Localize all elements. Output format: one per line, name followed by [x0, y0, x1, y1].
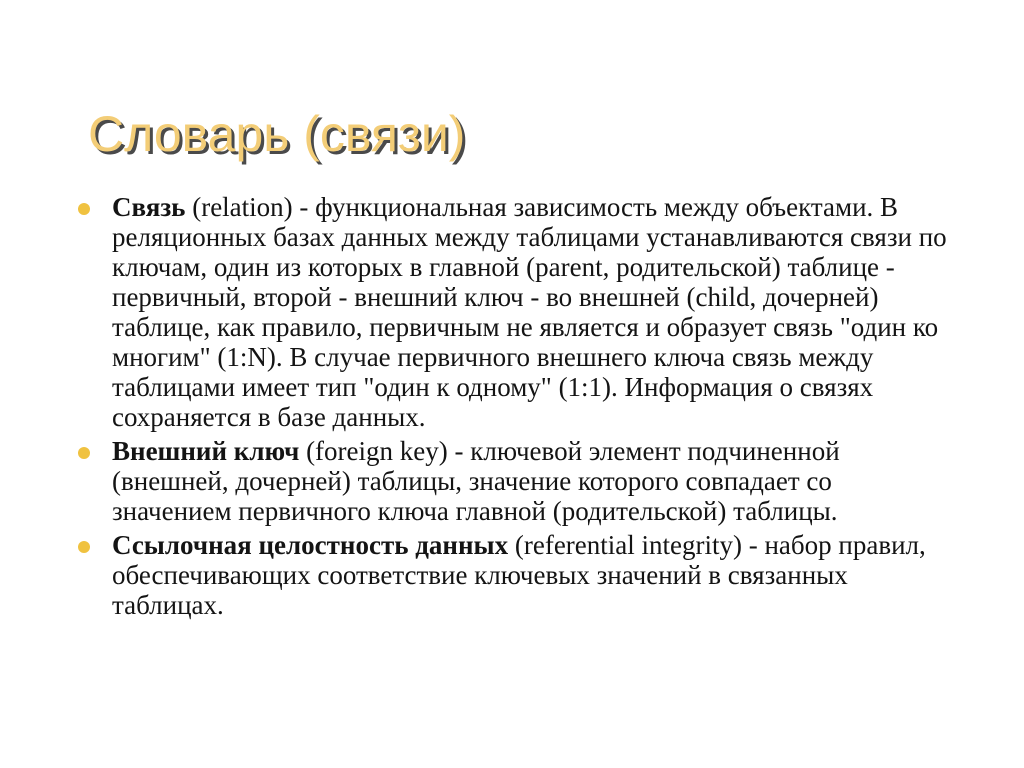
definition-text: (foreign key) - ключевой элемент подчиненной (внешней, дочерней) таблицы, значение которого совпадает со значением первичного ключа главной (родительской) таблицы. — [112, 436, 840, 526]
list-item-foreign-key — [78, 436, 958, 526]
list-item-relation — [78, 192, 958, 432]
definition-text: (referential integrity) - набор правил, обеспечивающих соответствие ключевых значений в связанных таблицах. — [112, 530, 926, 620]
definition-list — [78, 192, 958, 624]
term-label: Ссылочная целостность данных — [112, 530, 509, 560]
bullet-icon — [78, 541, 90, 553]
slide-title: Словарь (связи) — [88, 106, 466, 162]
definition-text: (relation) - функциональная зависимость между объектами. В реляционных базах данных между таблицами устанавливаются связи по ключам, один из которых в главной (parent, родительской) таблице - первичный, второй - внешний ключ - во внешней (child, дочерней) таблице, как правило, первичным не является и образует связь "один ко многим" (1:N). В случае первичного внешнего ключа связь между таблицами имеет тип "один к одному" (1:1). Информация о связях сохраняется в базе данных. — [112, 192, 947, 432]
bullet-icon — [78, 447, 90, 459]
term-label: Внешний ключ — [112, 436, 300, 466]
term-label: Связь — [112, 192, 186, 222]
bullet-icon — [78, 203, 90, 215]
list-item-referential-integrity — [78, 530, 958, 620]
